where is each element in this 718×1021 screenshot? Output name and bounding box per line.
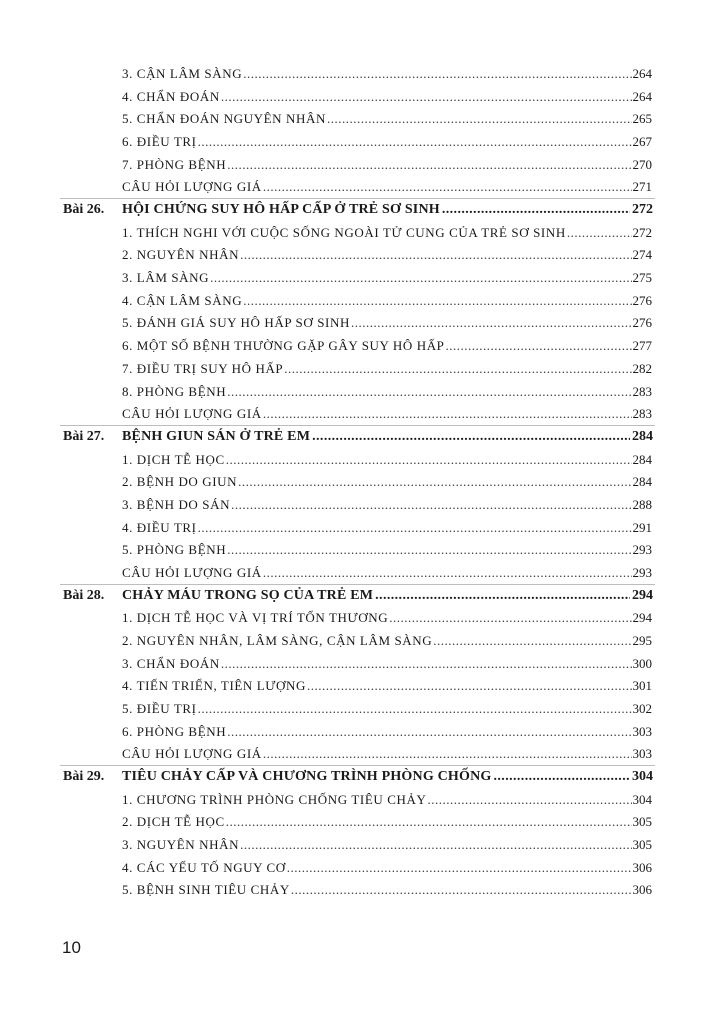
page-ref: 294 [632,587,653,603]
page-ref: 304 [632,769,653,785]
entry-title: 3. BỆNH DO SÁN [122,496,231,512]
toc-entry-row[interactable] [122,880,652,900]
dot-leader [226,450,632,470]
page-ref: 275 [632,270,652,286]
entry-title: 6. ĐIỀU TRỊ [122,134,197,150]
dot-leader [227,155,631,175]
page-ref: 293 [632,564,652,580]
page-ref: 306 [632,882,652,898]
lesson-title: TIÊU CHẢY CẤP VÀ CHƯƠNG TRÌNH PHÒNG CHỐNG [122,769,492,785]
entry-title: 6. MỘT SỐ BỆNH THƯỜNG GẶP GÂY SUY HÔ HẤP [122,338,445,354]
page-ref: 293 [632,542,652,558]
toc-entry-row[interactable] [122,155,652,175]
page-ref: 264 [632,66,652,81]
entry-title: 2. NGUYÊN NHÂN [122,247,240,263]
lesson-separator [60,584,655,585]
dot-leader [243,291,631,311]
page-ref: 301 [632,678,652,694]
page-ref: 306 [632,859,652,875]
page-ref: 267 [632,134,652,150]
dot-leader [263,744,632,764]
entry-title: 3. CHẨN ĐOÁN [122,655,220,671]
toc-entry-row[interactable] [122,518,652,538]
toc-entry-row[interactable] [122,336,652,356]
lesson-title: HỘI CHỨNG SUY HÔ HẤP CẤP Ở TRẺ SƠ SINH [122,202,440,218]
toc-entry-row[interactable] [122,858,652,878]
dot-leader [210,268,631,288]
entry-title: 4. CẬN LÂM SÀNG [122,292,243,308]
toc-entry-row[interactable] [122,812,652,832]
toc-entry-row[interactable] [122,563,652,583]
entry-title: 6. PHÒNG BỆNH [122,723,227,739]
lesson-number: Bài 26. [63,202,105,218]
entry-title: 2. BỆNH DO GIUN [122,474,238,490]
page-ref: 283 [632,406,652,422]
page-ref: 272 [632,224,652,240]
toc-lesson-row[interactable] [63,767,653,787]
dot-leader [433,631,631,651]
toc-entry-row[interactable] [122,64,652,84]
page-ref: 265 [632,111,652,127]
toc-entry-row[interactable] [122,790,652,810]
entry-title: 5. CHẨN ĐOÁN NGUYÊN NHÂN [122,111,326,127]
lesson-number: Bài 28. [63,587,105,603]
page-ref: 304 [632,791,652,807]
page-ref: 305 [632,814,652,830]
dot-leader [312,427,630,447]
page-ref: 291 [632,519,652,535]
lesson-separator [60,198,655,199]
dot-leader [263,177,632,197]
dot-leader [442,200,630,220]
entry-title: 5. BỆNH SINH TIÊU CHẢY [122,882,290,898]
entry-title: 8. PHÒNG BỆNH [122,383,227,399]
page-ref: 284 [632,428,653,444]
dot-leader [375,586,630,606]
page-ref: 283 [632,383,652,399]
dot-leader [227,382,631,402]
page-ref: 276 [632,292,652,308]
entry-title: CÂU HỎI LƯỢNG GIÁ [122,746,262,762]
toc-entry-row[interactable] [122,132,652,152]
toc-entry-row[interactable] [122,835,652,855]
entry-title: 5. ĐIỀU TRỊ [122,701,197,717]
entry-title: 3. LÂM SÀNG [122,270,210,286]
dot-leader [238,472,631,492]
page-ref: 271 [632,179,652,195]
page-ref: 284 [632,474,652,490]
lesson-title: BỆNH GIUN SÁN Ở TRẺ EM [122,428,311,444]
dot-leader [243,64,631,84]
dot-leader [446,336,632,356]
toc-entry-row[interactable] [122,495,652,515]
entry-title: 5. ĐÁNH GIÁ SUY HÔ HẤP SƠ SINH [122,315,350,331]
toc-entry-row[interactable] [122,631,652,651]
page-ref: 282 [632,360,652,376]
toc-entry-row[interactable] [122,313,652,333]
lesson-number: Bài 29. [63,769,105,785]
entry-title: 1. DỊCH TỄ HỌC VÀ VỊ TRÍ TỔN THƯƠNG [122,610,389,626]
entry-title: 5. PHÒNG BỆNH [122,542,227,558]
dot-leader [221,87,632,107]
dot-leader [227,540,631,560]
dot-leader [287,858,632,878]
toc-entry-row[interactable] [122,450,652,470]
entry-title: 1. CHƯƠNG TRÌNH PHÒNG CHỐNG TIÊU CHẢY [122,791,427,807]
toc-entry-row[interactable] [122,382,652,402]
dot-leader [567,223,632,243]
page-ref: 276 [632,315,652,331]
page-ref: 294 [632,610,652,626]
page-ref: 277 [632,338,652,354]
dot-leader [427,790,631,810]
toc-lesson-row[interactable] [63,200,653,220]
entry-title: 4. CÁC YẾU TỐ NGUY CƠ [122,859,286,875]
entry-title: 7. ĐIỀU TRỊ SUY HÔ HẤP [122,360,284,376]
dot-leader [291,880,632,900]
dot-leader [221,654,632,674]
entry-title: 3. NGUYÊN NHÂN [122,837,240,853]
page-ref: 272 [632,202,653,218]
toc-entry-row[interactable] [122,404,652,424]
dot-leader [327,109,632,129]
dot-leader [240,835,631,855]
dot-leader [240,245,631,265]
page-ref: 303 [632,746,652,762]
entry-title: CÂU HỎI LƯỢNG GIÁ [122,179,262,195]
toc-entry-row[interactable] [122,654,652,674]
toc-entry-row[interactable] [122,223,652,243]
dot-leader [351,313,632,333]
lesson-separator [60,765,655,766]
toc-entry-row[interactable] [122,268,652,288]
page-ref: 302 [632,701,652,717]
entry-title: 1. DỊCH TỄ HỌC [122,451,225,467]
dot-leader [263,404,632,424]
dot-leader [389,608,631,628]
entry-title: 7. PHÒNG BỆNH [122,156,227,172]
dot-leader [307,676,632,696]
lesson-number: Bài 27. [63,428,105,444]
toc-entry-row[interactable] [122,699,652,719]
page-ref: 288 [632,496,652,512]
entry-title: CÂU HỎI LƯỢNG GIÁ [122,564,262,580]
dot-leader [231,495,631,515]
entry-title: 4. ĐIỀU TRỊ [122,519,197,535]
page-ref: 303 [632,723,652,739]
toc-entry-row[interactable] [122,291,652,311]
toc-entry-row[interactable] [122,540,652,560]
toc-entry-row[interactable] [122,359,652,379]
dot-leader [226,812,632,832]
dot-leader [198,518,632,538]
page-ref: 270 [632,156,652,172]
dot-leader [284,359,631,379]
toc-entry-row[interactable] [122,472,652,492]
lesson-title: CHẢY MÁU TRONG SỌ CỦA TRẺ EM [122,587,374,603]
toc-entry-row[interactable] [122,744,652,764]
toc-entry-row[interactable] [122,177,652,197]
page-ref: 284 [632,451,652,467]
dot-leader [198,132,632,152]
entry-title: CÂU HỎI LƯỢNG GIÁ [122,406,262,422]
toc-entry-row[interactable] [122,676,652,696]
entry-title: 3. CẬN LÂM SÀNG [122,66,243,81]
entry-title: 2. NGUYÊN NHÂN, LÂM SÀNG, CẬN LÂM SÀNG [122,633,433,648]
toc-entry-row[interactable] [122,722,652,742]
entry-title: 2. DỊCH TỄ HỌC [122,814,225,830]
dot-leader [198,699,632,719]
entry-title: 1. THÍCH NGHI VỚI CUỘC SỐNG NGOÀI TỬ CUNG CỦA TRẺ SƠ SINH [122,224,566,240]
page-ref: 274 [632,247,652,263]
entry-title: 4. TIẾN TRIỂN, TIÊN LƯỢNG [122,678,306,694]
page-number: 10 [62,938,81,957]
toc-entry-row[interactable] [122,608,652,628]
dot-leader [227,722,631,742]
page-ref: 305 [632,837,652,853]
page-ref: 300 [632,655,652,671]
page-ref: 264 [632,88,652,104]
toc-lesson-row[interactable] [63,427,653,447]
toc-lesson-row[interactable] [63,586,653,606]
toc-entry-row[interactable] [122,87,652,107]
dot-leader [263,563,632,583]
toc-entry-row[interactable] [122,245,652,265]
toc-entry-row[interactable] [122,109,652,129]
dot-leader [494,767,631,787]
entry-title: 4. CHẨN ĐOÁN [122,88,220,104]
page-ref: 295 [632,633,652,648]
lesson-separator [60,425,655,426]
